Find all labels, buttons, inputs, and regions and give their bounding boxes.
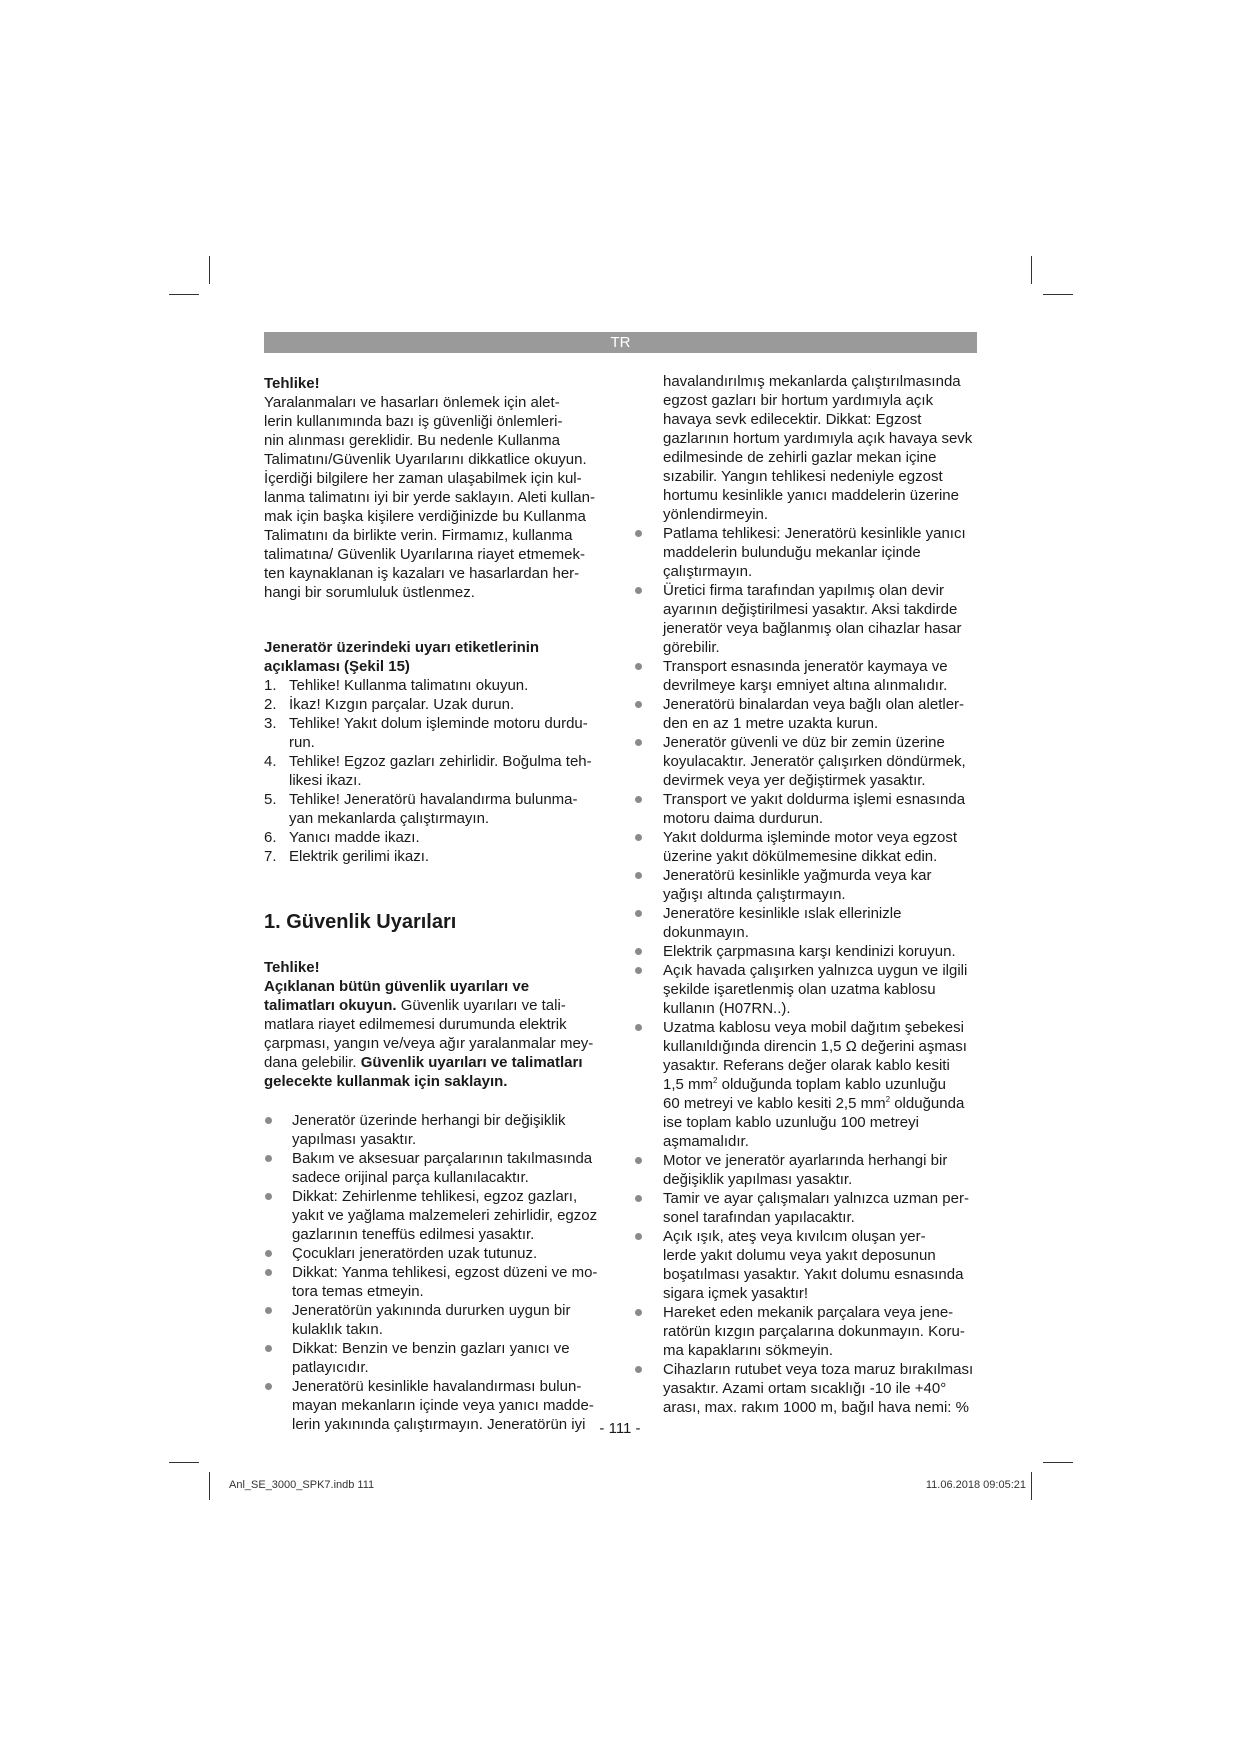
text-line: tora temas etmeyin. <box>292 1283 424 1300</box>
text-line: hangi bir sorumluluk üstlenmez. <box>264 584 475 601</box>
text-line: den en az 1 metre uzakta kurun. <box>663 715 879 732</box>
footer-filename: Anl_SE_3000_SPK7.indb 111 <box>229 1479 375 1491</box>
list-item <box>663 1360 979 1417</box>
item-number: 2. <box>264 696 277 713</box>
text-line: Talimatını/Güvenlik Uyarılarını dikkatlice okuyun. <box>264 451 587 468</box>
text-line: maddelerin bulunduğu mekanlar içinde <box>663 544 921 561</box>
text-line: Elektrik çarpmasına karşı kendinizi koruyun. <box>663 943 956 960</box>
list-item <box>264 676 609 695</box>
labels-heading <box>264 638 609 676</box>
list-item <box>663 733 979 790</box>
item-number: 3. <box>264 715 277 732</box>
text-line: Bakım ve aksesuar parçalarının takılmasında <box>292 1150 593 1167</box>
text-line: kulaklık takın. <box>292 1321 383 1338</box>
text-line: gazlarının hortum yardımıyla açık havaya sevk <box>663 430 973 447</box>
list-item <box>663 1151 979 1189</box>
bullet-icon <box>635 587 642 594</box>
bullet-icon <box>635 1024 642 1031</box>
crop-mark <box>1031 256 1032 284</box>
text-line: likesi ikazı. <box>289 772 362 789</box>
list-item <box>663 1189 979 1227</box>
bullet-icon <box>635 1195 642 1202</box>
list-item <box>663 657 979 695</box>
text-line: Tehlike! Yakıt dolum işleminde motoru durdu- <box>289 715 588 732</box>
plain-text: olduğunda toplam kablo uzunluğu <box>717 1076 946 1093</box>
bullet-icon <box>635 948 642 955</box>
safety-bullet-list <box>264 1111 609 1434</box>
bullet-icon <box>635 967 642 974</box>
text-line: Yanıcı madde ikazı. <box>289 829 420 846</box>
text-line: açıklaması (Şekil 15) <box>264 658 410 675</box>
bullet-icon <box>265 1117 272 1124</box>
list-item <box>264 1263 609 1301</box>
text-line: patlayıcıdır. <box>292 1359 369 1376</box>
text-line: motoru daima durdurun. <box>663 810 824 827</box>
text-line <box>663 1075 979 1094</box>
text-line: Çocukları jeneratörden uzak tutunuz. <box>292 1245 538 1262</box>
crop-mark <box>169 1462 199 1463</box>
text-line: mak için başka kişilere verdiğinizde bu Kullanma <box>264 508 586 525</box>
bold-text: Güvenlik uyarıları ve talimatları <box>360 1054 583 1071</box>
list-item <box>264 752 609 790</box>
bullet-icon <box>265 1193 272 1200</box>
text-line: Jeneratöre kesinlikle ıslak ellerinizle <box>663 905 902 922</box>
text-line: talimatına/ Güvenlik Uyarılarına riayet etmemek- <box>264 546 585 563</box>
bullet-icon <box>635 1157 642 1164</box>
bullet-icon <box>635 1233 642 1240</box>
text-line: boşatılması yasaktır. Yakıt dolumu esnasında <box>663 1266 964 1283</box>
list-item <box>663 866 979 904</box>
safety-bullet-list <box>663 524 979 1417</box>
text-line: Jeneratörü kesinlikle havalandırması bulun- <box>292 1378 582 1395</box>
text-line: yasaktır. Referans değer olarak kablo kesiti <box>663 1057 950 1074</box>
list-item <box>663 695 979 733</box>
text-line: gazlarının teneffüs edilmesi yasaktır. <box>292 1226 535 1243</box>
text-line: İkaz! Kızgın parçalar. Uzak durun. <box>289 696 515 713</box>
text-line: hortumu kesinlikle yanıcı maddelerin üzerine <box>663 487 959 504</box>
text-line: Motor ve jeneratör ayarlarında herhangi bir <box>663 1152 948 1169</box>
text-line: İçerdiği bilgilere her zaman ulaşabilmek için kul- <box>264 470 582 487</box>
page-number: - 111 - <box>599 1420 641 1437</box>
list-item <box>264 828 609 847</box>
bullet-icon <box>635 701 642 708</box>
text-line: devirmek veya yer değiştirmek yasaktır. <box>663 772 926 789</box>
bullet-icon <box>265 1345 272 1352</box>
text-line: Tehlike! Kullanma talimatını okuyun. <box>289 677 529 694</box>
bullet-icon <box>265 1269 272 1276</box>
text-line: yan mekanlarda çalıştırmayın. <box>289 810 490 827</box>
bullet-icon <box>635 1309 642 1316</box>
list-item <box>264 1187 609 1244</box>
text-line: egzost gazları bir hortum yardımıyla açık <box>663 392 934 409</box>
text-line: Cihazların rutubet veya toza maruz bırakılması <box>663 1361 974 1378</box>
danger-title: Tehlike! <box>264 959 320 976</box>
text-line: Dikkat: Yanma tehlikesi, egzost düzeni ve mo- <box>292 1264 598 1281</box>
text-line: yapılması yasaktır. <box>292 1131 417 1148</box>
bullet-icon <box>635 796 642 803</box>
bullet-icon <box>635 530 642 537</box>
bullet-icon <box>265 1307 272 1314</box>
list-item <box>663 790 979 828</box>
text-line: üzerine yakıt dökülmemesine dikkat edin. <box>663 848 938 865</box>
list-item <box>663 581 979 657</box>
list-item-extension-cable <box>663 1018 979 1151</box>
crop-mark <box>1043 1462 1073 1463</box>
list-item <box>663 961 979 1018</box>
text-line: Tehlike! Jeneratörü havalandırma bulunma- <box>289 791 578 808</box>
list-item <box>264 1149 609 1187</box>
text-line: yakıt ve yağlama malzemeleri zehirlidir, egzoz <box>292 1207 598 1224</box>
bullet-icon <box>635 872 642 879</box>
text-line: Yaralanmaları ve hasarları önlemek için alet- <box>264 394 560 411</box>
plain-text: 1,5 mm <box>663 1076 714 1093</box>
list-item <box>264 1244 609 1263</box>
list-item <box>663 1227 979 1303</box>
text-line: Jeneratör üzerindeki uyarı etiketlerinin <box>264 639 540 656</box>
text-line: Jeneratör güvenli ve düz bir zemin üzerine <box>663 734 945 751</box>
superscript: 2 <box>885 1095 891 1104</box>
text-line: kullanıldığında direncin 1,5 Ω değerini aşması <box>663 1038 967 1055</box>
text-line: ayarının değiştirilmesi yasaktır. Aksi takdirde <box>663 601 958 618</box>
bullet-icon <box>635 834 642 841</box>
safety-intro-paragraph <box>264 977 609 1091</box>
crop-mark <box>1031 1472 1032 1500</box>
right-column <box>663 372 979 1417</box>
text-line: yönlendirmeyin. <box>663 506 769 523</box>
item-number: 4. <box>264 753 277 770</box>
crop-mark <box>209 256 210 284</box>
plain-text: olduğunda <box>890 1095 965 1112</box>
text-line: Yakıt doldurma işleminde motor veya egzost <box>663 829 958 846</box>
text-line: ma kapaklarını sökmeyin. <box>663 1342 834 1359</box>
bullet-icon <box>635 910 642 917</box>
text-line: Jeneratör üzerinde herhangi bir değişiklik <box>292 1112 566 1129</box>
text-line: Üretici firma tarafından yapılmış olan devir <box>663 582 944 599</box>
item-number: 6. <box>264 829 277 846</box>
item-number: 7. <box>264 848 277 865</box>
section-heading: 1. Güvenlik Uyarıları <box>264 911 457 933</box>
text-line: ten kaynaklanan iş kazaları ve hasarlardan her- <box>264 565 580 582</box>
list-item <box>264 847 609 866</box>
language-label: TR <box>610 334 631 351</box>
text-line: çarpması, yangın ve/veya ağır yaralanmalar mey- <box>264 1035 594 1052</box>
text-line: şekilde işaretlenmiş olan uzatma kablosu <box>663 981 936 998</box>
text-line: Açık havada çalışırken yalnızca uygun ve ilgili <box>663 962 968 979</box>
text-line: jeneratör veya bağlanmış olan cihazlar hasar <box>663 620 962 637</box>
bullet-icon <box>635 739 642 746</box>
list-item <box>663 524 979 581</box>
text-line: havalandırılmış mekanlarda çalıştırılmasında <box>663 373 961 390</box>
list-item <box>264 1111 609 1149</box>
language-header-bar <box>264 332 977 353</box>
text-line: Dikkat: Zehirlenme tehlikesi, egzoz gazları, <box>292 1188 578 1205</box>
footer-timestamp: 11.06.2018 09:05:21 <box>925 1479 1026 1491</box>
text-line: aşmamalıdır. <box>663 1133 749 1150</box>
text-line: yağışı altında çalıştırmayın. <box>663 886 846 903</box>
text-line: koyulacaktır. Jeneratör çalışırken döndürmek, <box>663 753 966 770</box>
text-line: sızabilir. Yangın tehlikesi nedeniyle egzost <box>663 468 943 485</box>
item-number: 1. <box>264 677 277 694</box>
list-item <box>663 904 979 942</box>
text-line: lerin yakınında çalıştırmayın. Jeneratörün iyi <box>292 1416 586 1433</box>
superscript: 2 <box>713 1076 718 1085</box>
bullet-icon <box>635 1366 642 1373</box>
text-line: Elektrik gerilimi ikazı. <box>289 848 430 865</box>
text-line: Jeneratörü kesinlikle yağmurda veya kar <box>663 867 932 884</box>
bullet-icon <box>265 1250 272 1257</box>
text-line <box>264 1053 609 1072</box>
danger-title: Tehlike! <box>264 375 320 392</box>
text-line: çalıştırmayın. <box>663 563 753 580</box>
bullet-icon <box>635 663 642 670</box>
continued-paragraph <box>663 372 979 524</box>
text-line: sigara içmek yasaktır! <box>663 1285 809 1302</box>
crop-mark <box>169 294 199 295</box>
list-item <box>264 695 609 714</box>
text-line <box>663 1094 979 1113</box>
text-line: sadece orijinal parça kullanılacaktır. <box>292 1169 529 1186</box>
plain-text: 60 metreyi ve kablo kesiti 2,5 mm <box>663 1095 886 1112</box>
text-line: dokunmayın. <box>663 924 749 941</box>
text-line: Transport ve yakıt doldurma işlemi esnasında <box>663 791 966 808</box>
text-line: gelecekte kullanmak için saklayın. <box>264 1073 508 1090</box>
text-line: sonel tarafından yapılacaktır. <box>663 1209 855 1226</box>
intro-paragraph <box>264 393 609 602</box>
text-line: Jeneratörün yakınında dururken uygun bir <box>292 1302 571 1319</box>
list-item <box>663 942 979 961</box>
text-line: görebilir. <box>663 639 720 656</box>
text-line: run. <box>289 734 315 751</box>
crop-mark <box>1043 294 1073 295</box>
text-line: lerin kullanımında bazı iş güvenliği önlemleri- <box>264 413 563 430</box>
text-line: Transport esnasında jeneratör kaymaya ve <box>663 658 948 675</box>
list-item <box>264 714 609 752</box>
text-line: değişiklik yapılması yasaktır. <box>663 1171 853 1188</box>
text-line: havaya sevk edilecektir. Dikkat: Egzost <box>663 411 922 428</box>
warning-labels-list <box>264 676 609 866</box>
text-line: devrilmeye karşı emniyet altına alınmalıdır. <box>663 677 948 694</box>
text-line: Dikkat: Benzin ve benzin gazları yanıcı ve <box>292 1340 570 1357</box>
list-item <box>264 790 609 828</box>
list-item <box>264 1377 609 1434</box>
item-number: 5. <box>264 791 277 808</box>
plain-text: dana gelebilir. <box>264 1054 361 1071</box>
left-column <box>264 374 609 1434</box>
crop-mark <box>209 1472 210 1500</box>
bullet-icon <box>265 1155 272 1162</box>
list-item <box>264 1339 609 1377</box>
text-line: ratörün kızgın parçalarına dokunmayın. Koru- <box>663 1323 965 1340</box>
bold-text: talimatları okuyun. <box>264 997 397 1014</box>
text-line: arası, max. rakım 1000 m, bağıl hava nemi: % <box>663 1399 969 1416</box>
text-line: mayan mekanların içinde veya yanıcı madde- <box>292 1397 594 1414</box>
list-item <box>663 1303 979 1360</box>
text-line: kullanın (H07RN..). <box>663 1000 791 1017</box>
text-line: matlara riayet edilmemesi durumunda elektrik <box>264 1016 567 1033</box>
text-line: Uzatma kablosu veya mobil dağıtım şebekesi <box>663 1019 964 1036</box>
text-line: Patlama tehlikesi: Jeneratörü kesinlikle yanıcı <box>663 525 966 542</box>
list-item <box>264 1301 609 1339</box>
text-line: nin alınması gereklidir. Bu nedenle Kullanma <box>264 432 561 449</box>
bullet-icon <box>265 1383 272 1390</box>
text-line <box>264 996 609 1015</box>
list-item <box>663 828 979 866</box>
text-line: lerde yakıt dolumu veya yakıt deposunun <box>663 1247 936 1264</box>
text-line: Açık ışık, ateş veya kıvılcım oluşan yer- <box>663 1228 926 1245</box>
text-line: ise toplam kablo uzunluğu 100 metreyi <box>663 1114 919 1131</box>
text-line: Jeneratörü binalardan veya bağlı olan aletler- <box>663 696 965 713</box>
text-line: lanma talimatını iyi bir yerde saklayın. Aleti kullan- <box>264 489 595 506</box>
text-line: Tehlike! Egzoz gazları zehirlidir. Boğulma teh- <box>289 753 592 770</box>
text-line: yasaktır. Azami ortam sıcaklığı -10 ile +40° <box>663 1380 947 1397</box>
text-line: edilmesinde de zehirli gazlar mekan içine <box>663 449 937 466</box>
plain-text: Güvenlik uyarıları ve tali- <box>396 997 566 1014</box>
text-line: Talimatını da birlikte verin. Firmamız, kullanma <box>264 527 573 544</box>
text-line: Açıklanan bütün güvenlik uyarıları ve <box>264 978 530 995</box>
text-line: Tamir ve ayar çalışmaları yalnızca uzman per- <box>663 1190 969 1207</box>
text-line: Hareket eden mekanik parçalara veya jene- <box>663 1304 954 1321</box>
